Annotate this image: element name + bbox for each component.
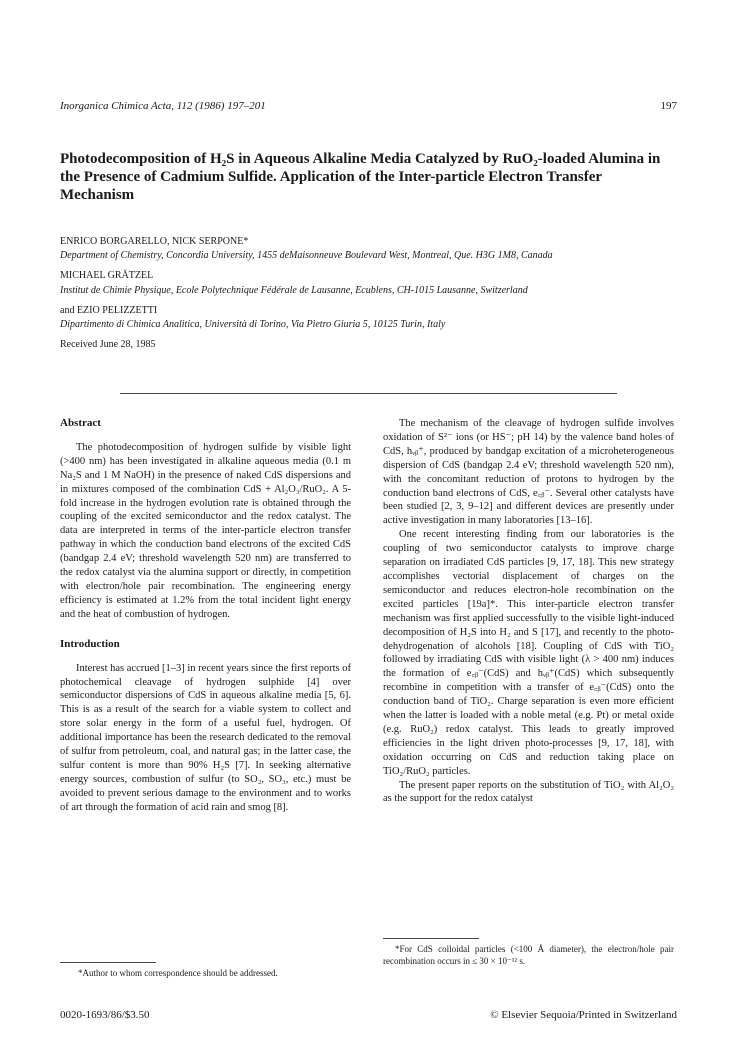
author-names-3: and EZIO PELIZZETTI bbox=[60, 304, 158, 316]
footnote-divider-right bbox=[383, 938, 479, 939]
introduction-heading: Introduction bbox=[60, 637, 120, 650]
abstract-text: The photodecomposition of hydrogen sulfide by visible light (>400 nm) has been investigated in alkaline aqueous media (0.1 m Na₂S and 1 M NaOH) in the presence of naked CdS dispersions and in mixtures composed of the combination CdS + Al₂O₃/RuO₂. A 5-fold increase in the hydrogen evolution rate is obtained through the coupling of the excited semiconductor and the redox catalyst. The data are interpreted in terms of the inter-particle electron transfer pathway in which the conduction band electrons of the excited CdS (bandgap 2.4 eV; threshold wavelength 520 nm) are transferred to the redox catalyst via the alumina support or directly, in competition with electron/hole pair recombination. The engineering energy efficiency is estimated at 1.2% from the total incident light energy and the heat of combustion of hydrogen. bbox=[60, 441, 351, 620]
article-code: 0020-1693/86/$3.50 bbox=[60, 1009, 150, 1021]
left-column bbox=[60, 417, 351, 815]
received-date: Received June 28, 1985 bbox=[60, 339, 156, 351]
footnote-left: *Author to whom correspondence should be addressed. bbox=[78, 968, 278, 978]
body-paragraph-3: The present paper reports on the substitution of TiO₂ with Al₂O₃ as the support for the redox catalyst bbox=[383, 779, 674, 805]
body-paragraph-1: The mechanism of the cleavage of hydrogen sulfide involves oxidation of S²⁻ ions (or HS⁻; pH 14) by the valence band holes of CdS, hᵥᵦ⁺, produced by bandgap excitation of a microheterogeneous dispersion of CdS (bandgap 2.4 eV; threshold wavelength 520 nm), with the concomitant reduction of protons to hydrogen by the conduction band electrons of CdS, e꜀ᵦ⁻. Several other catalysts have been studied [2, 3, 9–12] and different devices are presently under active investigation in many laboratories [13–16]. bbox=[383, 418, 674, 527]
abstract-heading: Abstract bbox=[60, 417, 101, 429]
publisher-line: © Elsevier Sequoia/Printed in Switzerland bbox=[490, 1009, 677, 1021]
footnote-divider-left bbox=[60, 962, 156, 963]
author-block bbox=[60, 235, 697, 352]
footnote-right: *For CdS colloidal particles (<100 Å diameter), the electron/hole pair recombination occurs in ≤ 30 × 10⁻¹² s. bbox=[383, 944, 674, 966]
affiliation-3: Dipartimento di Chimica Analitica, Università di Torino, Via Pietro Giuria 5, 10125 Turin, Italy bbox=[60, 319, 446, 331]
paper-title: Photodecomposition of H₂S in Aqueous Alkaline Media Catalyzed by RuO₂-loaded Alumina in the Presence of Cadmium Sulfide. Application of the Inter-particle Electron Transfer Mechanism bbox=[60, 151, 661, 203]
page-footer bbox=[60, 1009, 677, 1021]
author-names-2: MICHAEL GRÄTZEL bbox=[60, 270, 154, 282]
introduction-text: Interest has accrued [1–3] in recent years since the first reports of photochemical cleavage of hydrogen sulphide [4] over semiconductor dispersions of CdS in aqueous alkaline media [5, 6]. This is as a result of the search for a viable system to collect and store solar energy in the form of a useful fuel, hydrogen. Of additional importance has been the research dedicated to the removal of sulfur from petroleum, coal, and natural gas; in the latter case, the sulfur content is more than 90% H₂S [7]. In seeking alternative energy sources, combustion of sulfur (to SO₂, SO₃, etc.) must be avoided to prevent serious damage to the environment and to works of art through the formation of acid rain and smog [8]. bbox=[60, 662, 351, 813]
journal-citation: Inorganica Chimica Acta, 112 (1986) 197–201 bbox=[60, 100, 266, 112]
affiliation-2: Institut de Chimie Physique, Ecole Polytechnique Fédérale de Lausanne, Ecublens, CH-1015 Lausanne, Switzerland bbox=[60, 284, 528, 296]
body-paragraph-2: One recent interesting finding from our laboratories is the coupling of two semiconductor catalysts to improve charge separation on irradiated CdS particles [9, 17, 18]. This new strategy accomplishes vectorial displacement of charges on the semiconductor and reduces electron-hole recombination on the excited particles [19a]*. This inter-particle electron transfer mechanism was first applied successfully to the visible light-induced decomposition of H₂S into H₂ and S [17], and recently to the photo-dehydrogenation of alcohols [18]. Coupling of CdS with TiO₂ followed by irradiating CdS with visible light (λ > 400 nm) induces the formation of e꜀ᵦ⁻(CdS) and hᵥᵦ⁺(CdS) which subsequently recombine in competition with a transfer of e꜀ᵦ⁻(CdS) onto the conduction band of TiO₂. Charge separation is even more efficient when the latter is loaded with a noble metal (e.g. Pt) or metal oxide (e.g. RuO₂) redox catalyst. This leads to greatly improved efficiencies in the light driven photo-processes [9, 17, 18], with oxidation occurring on CdS and reduction taking place on TiO₂/RuO₂ particles. bbox=[383, 529, 674, 777]
running-head bbox=[60, 100, 677, 112]
header-divider bbox=[120, 393, 617, 394]
right-column bbox=[383, 417, 674, 806]
author-names-1: ENRICO BORGARELLO, NICK SERPONE* bbox=[60, 236, 249, 247]
page-number: 197 bbox=[660, 100, 677, 112]
affiliation-1: Department of Chemistry, Concordia University, 1455 deMaisonneuve Boulevard West, Montreal, Que. H3G 1M8, Canada bbox=[60, 250, 553, 262]
